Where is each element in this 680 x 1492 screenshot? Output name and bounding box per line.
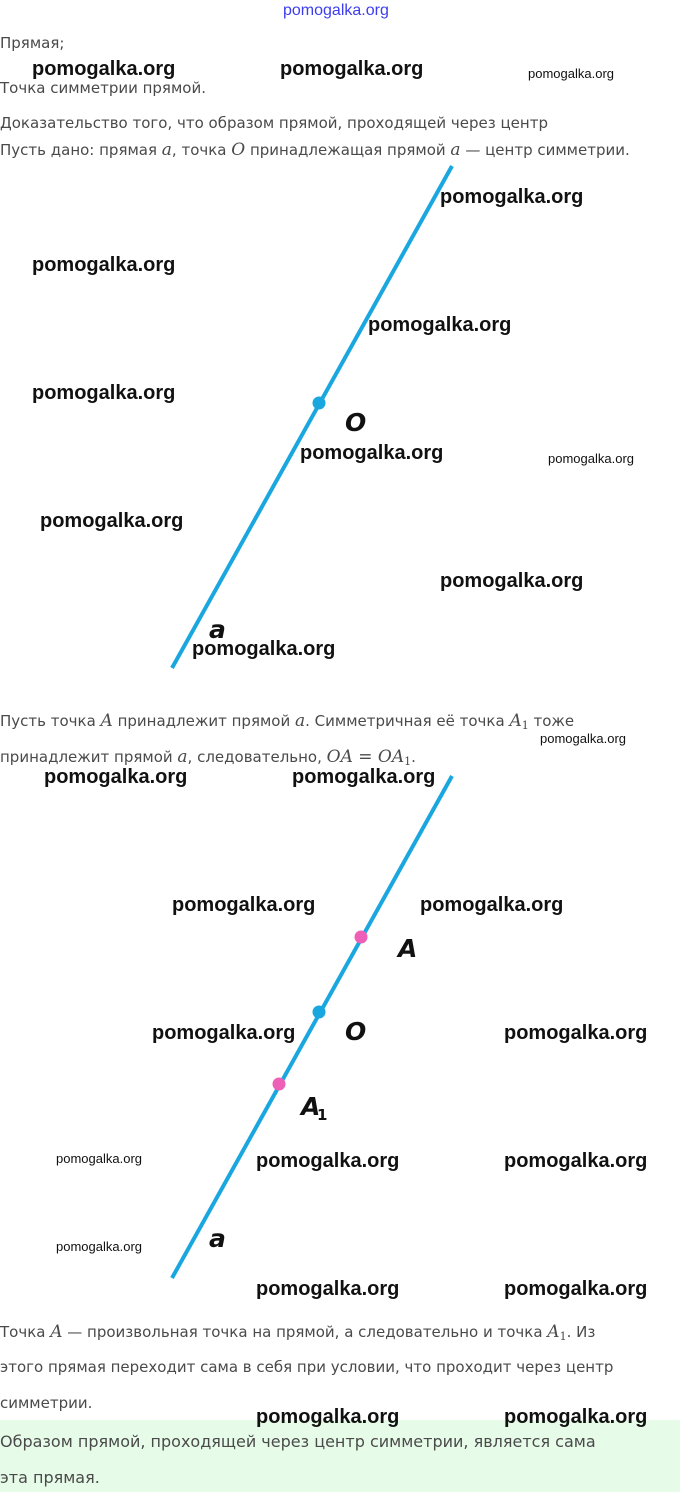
watermark: pomogalka.org bbox=[528, 66, 614, 81]
p3-part-2: , следовательно, bbox=[187, 748, 327, 766]
given-statement bbox=[0, 140, 630, 160]
answer-line-1: Образом прямой, проходящей через центр симметрии, является сама bbox=[0, 1432, 596, 1451]
watermark: pomogalka.org bbox=[32, 254, 176, 276]
p4-part-1: Точка bbox=[0, 1323, 51, 1341]
watermark: pomogalka.org bbox=[256, 1406, 400, 1428]
p4-var-A1-main: A bbox=[547, 1322, 560, 1342]
point-O-2 bbox=[313, 1006, 326, 1019]
p4-var-A1-sub: 1 bbox=[559, 1330, 567, 1343]
watermark: pomogalka.org bbox=[56, 1239, 142, 1254]
p3-part-3: . bbox=[411, 748, 416, 766]
watermark: pomogalka.org bbox=[420, 894, 564, 916]
p3-equation-sub: 1 bbox=[404, 755, 412, 768]
point-O bbox=[313, 397, 326, 410]
paragraph-2-line-2 bbox=[0, 747, 416, 768]
p4-part-3: . Из bbox=[566, 1323, 596, 1341]
watermark: pomogalka.org bbox=[504, 1022, 648, 1044]
label-O: O bbox=[345, 408, 367, 437]
given-var-a: a bbox=[161, 140, 172, 160]
answer-box bbox=[0, 1420, 680, 1492]
watermark: pomogalka.org bbox=[152, 1022, 296, 1044]
label-a-2: a bbox=[209, 1224, 226, 1253]
p2-part-1: Пусть точка bbox=[0, 712, 101, 730]
given-part-1: Пусть дано: прямая bbox=[0, 141, 162, 159]
given-part-4: — центр симметрии. bbox=[460, 141, 630, 159]
p4-var-A: A bbox=[50, 1322, 63, 1342]
watermark: pomogalka.org bbox=[548, 451, 634, 466]
p2-var-A1-sub: 1 bbox=[521, 719, 529, 732]
given-var-a2: a bbox=[450, 140, 461, 160]
watermark: pomogalka.org bbox=[192, 638, 336, 660]
watermark: pomogalka.org bbox=[504, 1278, 648, 1300]
watermark-top: pomogalka.org bbox=[283, 2, 389, 19]
watermark: pomogalka.org bbox=[300, 442, 444, 464]
p2-part-3: . Симметричная её точка bbox=[305, 712, 510, 730]
given-part-3: принадлежащая прямой bbox=[245, 141, 451, 159]
p3-part-1: принадлежит прямой bbox=[0, 748, 178, 766]
watermark: pomogalka.org bbox=[440, 570, 584, 592]
watermark: pomogalka.org bbox=[280, 58, 424, 80]
text-line-2: Точка симметрии прямой. bbox=[0, 79, 206, 97]
watermark: pomogalka.org bbox=[504, 1406, 648, 1428]
watermark: pomogalka.org bbox=[32, 58, 176, 80]
watermark: pomogalka.org bbox=[292, 766, 436, 788]
watermark: pomogalka.org bbox=[32, 382, 176, 404]
p4-part-2: — произвольная точка на прямой, а следовательно и точка bbox=[62, 1323, 548, 1341]
watermark: pomogalka.org bbox=[540, 731, 626, 746]
line-a bbox=[172, 166, 452, 668]
watermark: pomogalka.org bbox=[56, 1151, 142, 1166]
label-a: a bbox=[209, 615, 226, 644]
p2-part-2: принадлежит прямой bbox=[112, 712, 295, 730]
p2-var-a: a bbox=[295, 711, 306, 731]
text-line-3: Доказательство того, что образом прямой, проходящей через центр bbox=[0, 114, 548, 132]
watermark: pomogalka.org bbox=[256, 1278, 400, 1300]
p2-var-A1-main: A bbox=[509, 711, 522, 731]
p2-part-4: тоже bbox=[528, 712, 575, 730]
label-O-2: O bbox=[345, 1017, 367, 1046]
p3-var-a: a bbox=[177, 747, 188, 767]
watermark: pomogalka.org bbox=[368, 314, 512, 336]
given-part-2: , точка bbox=[171, 141, 232, 159]
paragraph-2-line-1 bbox=[0, 711, 574, 732]
paragraph-4-line-2: этого прямая переходит сама в себя при условии, что проходит через центр bbox=[0, 1358, 614, 1376]
label-A: A bbox=[398, 934, 418, 963]
watermark: pomogalka.org bbox=[440, 186, 584, 208]
figure-line-with-center bbox=[0, 160, 680, 680]
given-var-O: O bbox=[231, 140, 246, 160]
text-line-1: Прямая; bbox=[0, 34, 65, 52]
answer-line-2: эта прямая. bbox=[0, 1468, 100, 1487]
watermark: pomogalka.org bbox=[504, 1150, 648, 1172]
p2-var-A1 bbox=[509, 711, 528, 731]
watermark: pomogalka.org bbox=[40, 510, 184, 532]
paragraph-4-line-3: симметрии. bbox=[0, 1394, 93, 1412]
paragraph-4-line-1 bbox=[0, 1322, 595, 1343]
point-A bbox=[355, 931, 368, 944]
watermark: pomogalka.org bbox=[44, 766, 188, 788]
p2-var-A: A bbox=[100, 711, 113, 731]
point-A1 bbox=[273, 1078, 286, 1091]
label-A1-sub: 1 bbox=[317, 1106, 328, 1124]
p4-var-A1 bbox=[547, 1322, 566, 1342]
watermark: pomogalka.org bbox=[172, 894, 316, 916]
watermark: pomogalka.org bbox=[256, 1150, 400, 1172]
label-A1: A bbox=[301, 1092, 321, 1121]
p3-equation-main: OA = OA bbox=[326, 747, 405, 767]
p3-equation bbox=[327, 747, 411, 767]
